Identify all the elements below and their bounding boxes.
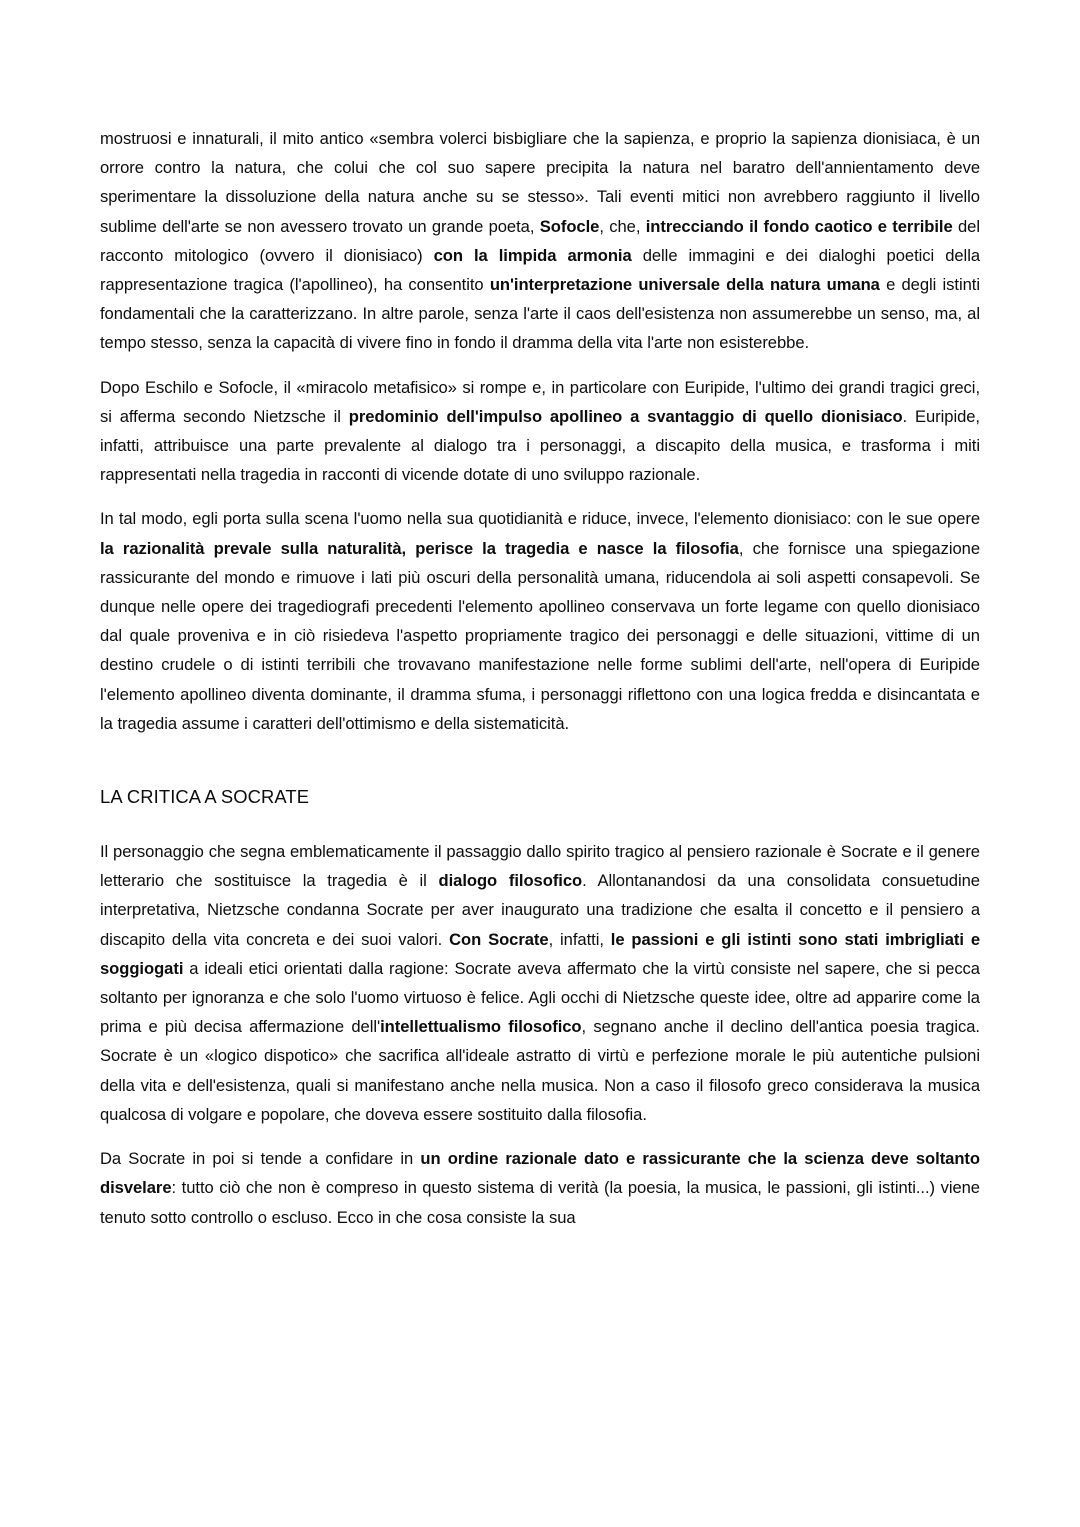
body-text: del racconto mitologico (ovvero il dionisiaco) bbox=[100, 216, 980, 265]
body-text: : tutto ciò che non è compreso in questo sistema di verità (la poesia, la musica, le passioni, gli istinti...) viene tenuto sotto controllo o escluso. Ecco in che cosa consiste la sua bbox=[100, 1178, 980, 1227]
body-text: , segnano anche il declino dell'antica poesia tragica. Socrate è un «logico dispotico» che sacrifica all'ideale astratto di virtù e perfezione morale le più autentiche pulsioni della vita e dell'esistenza, quali si manifestano anche nella musica. Non a caso il filosofo greco considerava la musica qualcosa di volgare e popolare, che doveva essere sostituito dalla filosofia. bbox=[100, 1017, 980, 1124]
body-text: mostruosi e innaturali, il mito antico «sembra volerci bisbigliare che la sapienza, e proprio la sapienza dionisiaca, è un orrore contro la natura, che colui che col suo sapere precipita la natura nel baratro dell'annientamento deve sperimentare la dissoluzione della natura anche su se stesso». Tali eventi mitici non avrebbero raggiunto il livello sublime dell'arte se non avessero trovato un grande poeta, bbox=[100, 129, 980, 236]
paragraph-socrate-dialogo-filosofico bbox=[100, 837, 980, 1129]
body-text: delle immagini e dei dialoghi poetici della rappresentazione tragica (l'apollineo), ha consentito bbox=[100, 245, 981, 295]
emphasis-text: intellettualismo filosofico bbox=[380, 1017, 582, 1037]
section-heading-la-critica-a-socrate: LA CRITICA A SOCRATE bbox=[100, 786, 310, 808]
body-text: e degli istinti fondamentali che la caratterizzano. In altre parole, senza l'arte il caos dell'esistenza non assumerebbe un senso, ma, al tempo stesso, senza la capacità di vivere fino in fondo il dramma della vita l'arte non esisterebbe. bbox=[100, 275, 980, 353]
body-text: , che fornisce una spiegazione rassicurante del mondo e rimuove i lati più oscuri della personalità umana, riducendola ai soli aspetti consapevoli. Se dunque nelle opere dei tragediografi precedenti l'elemento apollineo conservava un forte legame con quello dionisiaco dal quale proveniva e in ciò risiedeva l'aspetto propriamente tragico dei personaggi e delle situazioni, vittime di un destino crudele o di istinti terribili che trovavano manifestazione nelle forme sublimi dell'arte, nell'opera di Euripide l'elemento apollineo diventa dominante, il dramma sfuma, i personaggi riflettono con una logica fredda e disincantata e la tragedia assume i caratteri dell'ottimismo e della sistematicità. bbox=[100, 538, 980, 733]
emphasis-text: le passioni e gli istinti sono stati imbrigliati e soggiogati bbox=[100, 929, 980, 978]
document-text-column bbox=[100, 124, 980, 1232]
body-text: Da Socrate in poi si tende a confidare in bbox=[100, 1149, 421, 1169]
paragraph-sofocle-apollineo-dionisiaco bbox=[100, 124, 980, 358]
emphasis-text: dialogo filosofico bbox=[438, 871, 583, 891]
emphasis-text: intrecciando il fondo caotico e terribile bbox=[645, 216, 953, 236]
paragraph-razionalita-nasce-filosofia bbox=[100, 504, 980, 738]
body-text: . Euripide, infatti, attribuisce una parte prevalente al dialogo tra i personaggi, a discapito della musica, e trasforma i miti rappresentati nella tragedia in racconti di vicende dotate di uno sviluppo razionale. bbox=[100, 406, 980, 485]
section-heading-block bbox=[100, 782, 980, 811]
body-text: Il personaggio che segna emblematicamente il passaggio dallo spirito tragico al pensiero razionale è Socrate e il genere letterario che sostituisce la tragedia è il bbox=[100, 842, 980, 891]
body-text: In tal modo, egli porta sulla scena l'uomo nella sua quotidianità e riduce, invece, l'elemento dionisiaco: con le sue opere bbox=[100, 509, 980, 529]
emphasis-text: con la limpida armonia bbox=[433, 245, 632, 265]
emphasis-text: predominio dell'impulso apollineo a svantaggio di quello dionisiaco bbox=[348, 406, 903, 426]
body-text: a ideali etici orientati dalla ragione: Socrate aveva affermato che la virtù consiste nel sapere, che si pecca soltanto per ignoranza e che solo l'uomo virtuoso è felice. Agli occhi di Nietzsche queste idee, oltre ad apparire come la prima e più decisa affermazione dell' bbox=[100, 958, 980, 1037]
paragraph-euripide-miracolo-metafisico bbox=[100, 373, 980, 490]
body-text: Dopo Eschilo e Sofocle, il «miracolo metafisico» si rompe e, in particolare con Euripide, l'ultimo dei grandi tragici greci, si afferma secondo Nietzsche il bbox=[100, 377, 980, 426]
emphasis-text: un ordine razionale dato e rassicurante che la scienza deve soltanto disvelare bbox=[100, 1149, 980, 1198]
body-text: , infatti, bbox=[548, 929, 611, 949]
body-text: . Allontanandosi da una consolidata consuetudine interpretativa, Nietzsche condanna Socrate per aver inaugurato una tradizione che esalta il concetto e il pensiero a discapito della vita concreta e dei suoi valori. bbox=[100, 871, 980, 949]
emphasis-text: Sofocle bbox=[539, 216, 600, 236]
paragraph-ordine-razionale-scienza bbox=[100, 1144, 980, 1232]
body-text: , che, bbox=[599, 216, 646, 236]
emphasis-text: un'interpretazione universale della natura umana bbox=[489, 275, 880, 295]
emphasis-text: Con Socrate bbox=[449, 929, 549, 949]
emphasis-text: la razionalità prevale sulla naturalità, perisce la tragedia e nasce la filosofia bbox=[100, 538, 739, 558]
